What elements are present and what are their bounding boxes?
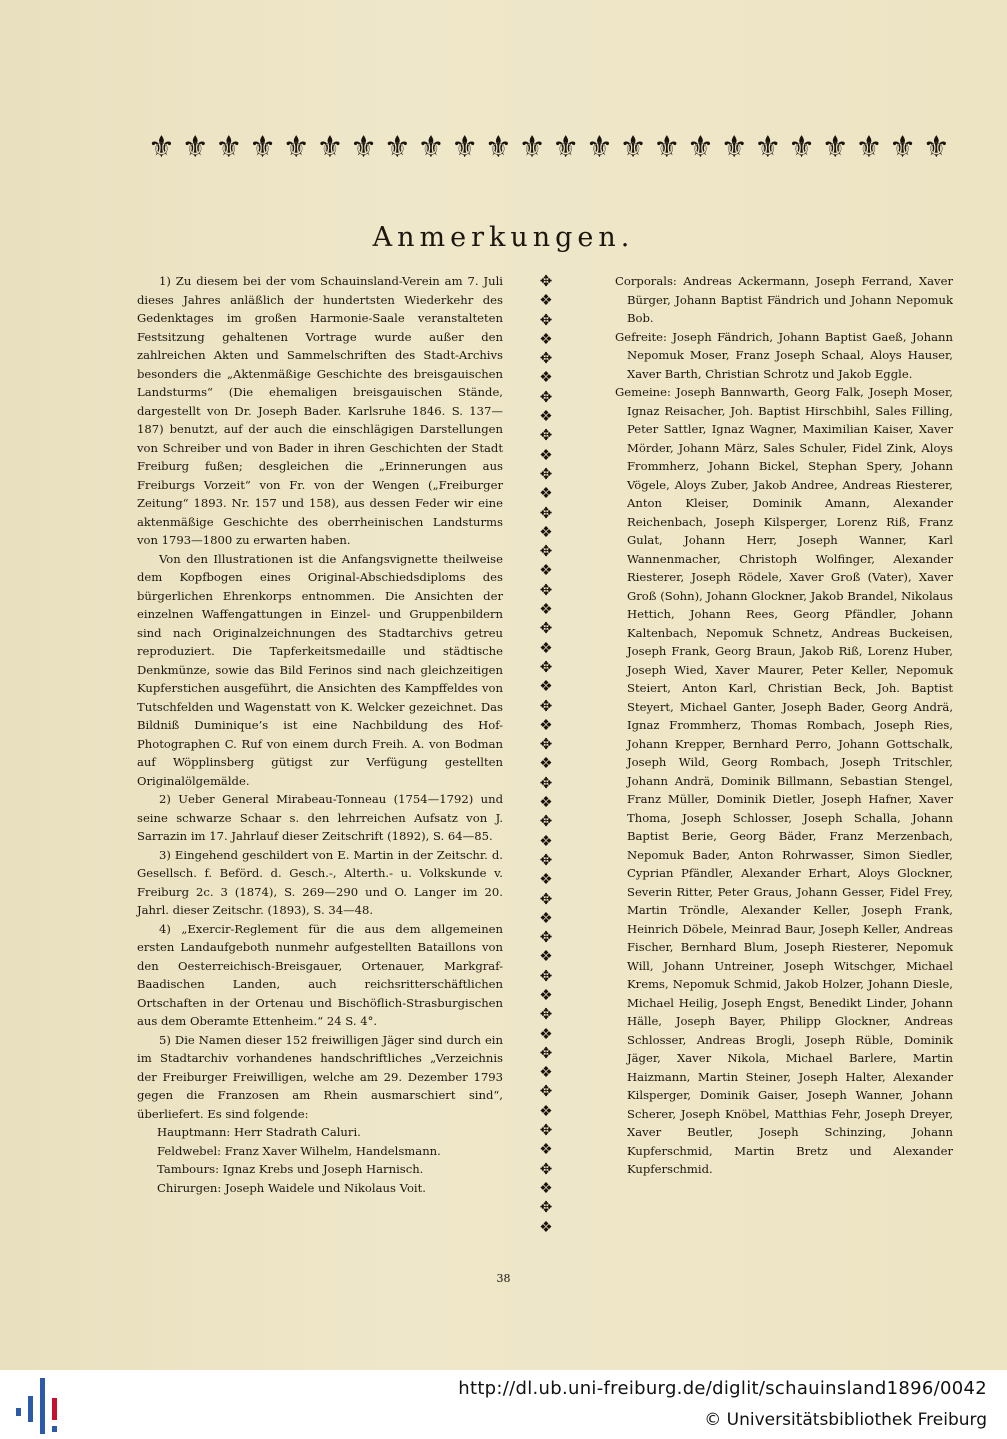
fleur-de-lis-icon: ⚜ — [889, 130, 917, 165]
divider-ornament-icon: ✥ — [539, 387, 553, 406]
divider-ornament-icon: ❖ — [539, 985, 553, 1004]
divider-ornament-icon: ❖ — [539, 793, 553, 812]
divider-ornament-icon: ✥ — [539, 966, 553, 985]
divider-ornament-icon: ❖ — [539, 291, 553, 310]
fleur-de-lis-icon: ⚜ — [148, 130, 175, 165]
logo-bar — [40, 1378, 45, 1434]
fleur-de-lis-ornament-band — [148, 122, 950, 174]
fleur-de-lis-icon: ⚜ — [619, 130, 647, 165]
divider-ornament-icon: ✥ — [539, 349, 553, 368]
rank-feldwebel: Feldwebel: Franz Xaver Wilhelm, Handelsmann. — [157, 1143, 441, 1158]
divider-ornament-icon: ✥ — [539, 1005, 553, 1024]
divider-ornament-icon: ❖ — [539, 638, 553, 657]
divider-ornament-icon: ❖ — [539, 445, 553, 464]
divider-ornament-icon: ✥ — [539, 850, 553, 869]
fleur-de-lis-icon: ⚜ — [720, 130, 748, 165]
column-divider-ornament — [535, 272, 557, 1237]
fleur-de-lis-icon: ⚜ — [215, 130, 243, 165]
fleur-de-lis-icon: ⚜ — [417, 130, 445, 165]
note-paragraph-2: Von den Illustrationen ist die Anfangsvignette theilweise dem Kopfbogen eines Original-Abschiedsdiploms des bürgerlichen Ehrenkorps entnommen. Die Ansichten der einzelnen Waffengattungen in Einzel- und Gruppenbildern sind nach Originalzeichnungen des Stadtarchivs getreu reproduziert. Die Tapferkeitsmedaille und städtische Denkmünze, sowie das Bild Ferinos sind nach gleichzeitigen Kupferstichen ausgeführt, die Ansichten des Kampffeldes von Tutschfelden und Wagenstatt von K. Welcker gezeichnet. Das Bildniß Duminique’s ist eine Nachbildung des Hof-Photographen C. Ruf von einem durch Freih. A. von Bodman auf Wöpplinsberg gütigst zur Verfügung gestellten Originalölgemälde. — [137, 551, 503, 788]
divider-ornament-icon: ❖ — [539, 754, 553, 773]
divider-ornament-icon: ✥ — [539, 1121, 553, 1140]
fleur-de-lis-icon: ⚜ — [383, 130, 411, 165]
note-paragraph-6: 5) Die Namen dieser 152 freiwilligen Jäger sind durch ein im Stadtarchiv vorhandenes handschriftliches „Verzeichnis der Freiburger Freiwilligen, welche am 29. Dezember 1793 gegen die Franzosen am Rhein ausmarschiert sind“, überliefert. Es sind folgende: — [137, 1032, 503, 1121]
fleur-de-lis-icon: ⚜ — [282, 130, 310, 165]
divider-ornament-icon: ✥ — [539, 542, 553, 561]
divider-ornament-icon: ✥ — [539, 619, 553, 638]
permalink-url[interactable]: http://dl.ub.uni-freiburg.de/diglit/schauinsland1896/0042 — [458, 1378, 987, 1399]
rank-hauptmann: Hauptmann: Herr Stadrath Caluri. — [157, 1125, 361, 1139]
divider-ornament-icon: ✥ — [539, 580, 553, 599]
divider-ornament-icon: ❖ — [539, 522, 553, 541]
divider-ornament-icon: ✥ — [539, 426, 553, 445]
divider-ornament-icon: ✥ — [539, 1082, 553, 1101]
fleur-de-lis-icon: ⚜ — [585, 130, 613, 165]
divider-ornament-icon: ✥ — [539, 272, 553, 290]
divider-ornament-icon: ❖ — [539, 561, 553, 580]
fleur-de-lis-icon: ⚜ — [653, 130, 681, 165]
logo-bar — [16, 1408, 21, 1416]
logo-bar — [28, 1396, 33, 1422]
viewer-footer — [0, 1370, 1007, 1439]
note-paragraph-5: 4) „Exercir-Reglement für die aus dem allgemeinen ersten Landaufgeboth nunmehr aufgestellten Bataillons von den Oesterreichisch-Breisgauer, Ortenauer, Markgraf-Baadischen Landen, auch reichsritterschäftlichen Ortschaften in der Ortenau und Bischöflich-Strasburgischen aus dem Oberamte Ettenheim.“ 24 S. 4°. — [137, 921, 503, 1028]
divider-ornament-icon: ❖ — [539, 329, 553, 348]
note-paragraph-3: 2) Ueber General Mirabeau-Tonneau (1754—1792) und seine schwarze Schaar s. den lehrreichen Aufsatz von J. Sarrazin im 17. Jahrlauf dieser Zeitschrift (1892), S. 64—85. — [137, 792, 503, 843]
divider-ornament-icon: ❖ — [539, 600, 553, 619]
divider-ornament-icon: ✥ — [539, 812, 553, 831]
divider-ornament-icon: ✥ — [539, 503, 553, 522]
fleur-de-lis-icon: ⚜ — [350, 130, 378, 165]
fleur-de-lis-icon: ⚜ — [821, 130, 849, 165]
corporals-list: Corporals: Andreas Ackermann, Joseph Ferrand, Xaver Bürger, Johann Baptist Fändrich und Johann Nepomuk Bob. — [615, 274, 953, 325]
divider-ornament-icon: ✥ — [539, 696, 553, 715]
divider-ornament-icon: ❖ — [539, 407, 553, 426]
logo-bar — [52, 1426, 57, 1432]
fleur-de-lis-icon: ⚜ — [922, 130, 950, 165]
divider-ornament-icon: ❖ — [539, 677, 553, 696]
fleur-de-lis-icon: ⚜ — [788, 130, 815, 165]
divider-ornament-icon: ❖ — [539, 715, 553, 734]
divider-ornament-icon: ❖ — [539, 1140, 553, 1159]
fleur-de-lis-icon: ⚜ — [249, 130, 276, 165]
divider-ornament-icon: ❖ — [539, 947, 553, 966]
copyright-notice: © Universitätsbibliothek Freiburg — [704, 1410, 987, 1430]
divider-ornament-icon: ✥ — [539, 1198, 553, 1217]
divider-ornament-icon: ✥ — [539, 657, 553, 676]
fleur-de-lis-icon: ⚜ — [687, 130, 714, 165]
fleur-de-lis-icon: ⚜ — [855, 130, 883, 165]
divider-ornament-icon: ❖ — [539, 1024, 553, 1043]
library-logo-icon — [12, 1378, 68, 1434]
divider-ornament-icon: ❖ — [539, 1101, 553, 1120]
fleur-de-lis-icon: ⚜ — [181, 130, 209, 165]
divider-ornament-icon: ✥ — [539, 464, 553, 483]
divider-ornament-icon: ✥ — [539, 928, 553, 947]
divider-ornament-icon: ✥ — [539, 310, 553, 329]
left-column — [137, 272, 503, 1197]
divider-ornament-icon: ❖ — [539, 908, 553, 927]
divider-ornament-icon: ❖ — [539, 1063, 553, 1082]
rank-tambours: Tambours: Ignaz Krebs und Joseph Harnisch. — [157, 1162, 424, 1176]
gemeine-list: Gemeine: Joseph Bannwarth, Georg Falk, Joseph Moser, Ignaz Reisacher, Joh. Baptist Hirschbihl, Sales Filling, Peter Sattler, Ignaz Wagner, Maximilian Kaiser, Xaver Mörder, Johann März, Sales Schuler, Fidel Zink, Aloys Frommherz, Johann Bickel, Stephan Spery, Johann Vögele, Aloys Zuber, Jakob Andree, Andreas Riesterer, Anton Kleiser, Dominik Amann, Alexander Reichenbach, Joseph Kilsperger, Lorenz Riß, Franz Gulat, Johann Herr, Joseph Wanner, Karl Wannenmacher, Christoph Wolfinger, Alexander Riesterer, Joseph Rödele, Xaver Groß (Vater), Xaver Groß (Sohn), Johann Glockner, Jakob Brandel, Nikolaus Hettich, Johann Rees, Georg Pfändler, Johann Kaltenbach, Nepomuk Schnetz, Andreas Buckeisen, Joseph Frank, Georg Braun, Jakob Riß, Lorenz Huber, Joseph Wied, Xaver Maurer, Peter Keller, Nepomuk Steiert, Anton Karl, Christian Beck, Joh. Baptist Steyert, Michael Ganter, Joseph Bader, Georg Andrä, Ignaz Frommherz, Thomas Rombach, Joseph Ries, Johann Krepper, Bernhard Perro, Johann Gottschalk, Joseph Wild, Georg Rombach, Joseph Tritschler, Johann Andrä, Dominik Billmann, Sebastian Stengel, Franz Müller, Dominik Dietler, Joseph Hafner, Xaver Thoma, Joseph Schlosser, Joseph Schalla, Johann Baptist Berie, Georg Bäder, Franz Merzenbach, Nepomuk Bader, Anton Rohrwasser, Simon Siedler, Cyprian Pfändler, Alexander Erhart, Aloys Glockner, Severin Ritter, Peter Graus, Johann Gesser, Fidel Frey, Martin Tröndle, Alexander Keller, Joseph Frank, Heinrich Döbele, Meinrad Baur, Joseph Keller, Andreas Fischer, Bernhard Blum, Joseph Riesterer, Nepomuk Will, Johann Untreiner, Joseph Witschger, Michael Krems, Nepomuk Schmid, Jakob Holzer, Johann Diesle, Michael Heilig, Joseph Engst, Benedikt Linder, Johann Hälle, Joseph Bayer, Philipp Glockner, Andreas Schlosser, Andreas Brogli, Joseph Rüble, Dominik Jäger, Xaver Nikola, Michael Barlere, Martin Haizmann, Martin Steiner, Joseph Halter, Alexander Kilsperger, Dominik Gaiser, Joseph Wanner, Johann Scherer, Joseph Knöbel, Matthias Fehr, Joseph Dreyer, Xaver Beutler, Joseph Schinzing, Johann Kupferschmid, Martin Bretz und Alexander Kupferschmid. — [615, 385, 953, 1176]
logo-bar — [52, 1398, 57, 1420]
divider-ornament-icon: ❖ — [539, 1178, 553, 1197]
divider-ornament-icon: ❖ — [539, 368, 553, 387]
divider-ornament-icon: ✥ — [539, 735, 553, 754]
divider-ornament-icon: ❖ — [539, 484, 553, 503]
fleur-de-lis-icon: ⚜ — [484, 130, 512, 165]
rank-list — [137, 1123, 503, 1197]
page-title: Anmerkungen. — [372, 222, 635, 253]
divider-ornament-icon: ✥ — [539, 889, 553, 908]
divider-ornament-icon: ✥ — [539, 1043, 553, 1062]
fleur-de-lis-icon: ⚜ — [316, 130, 344, 165]
gefreite-list: Gefreite: Joseph Fändrich, Johann Baptist Gaeß, Johann Nepomuk Moser, Franz Joseph Schaal, Aloys Hauser, Xaver Barth, Christian Schrotz und Jakob Eggle. — [615, 329, 953, 381]
rank-chirurgen: Chirurgen: Joseph Waidele und Nikolaus Voit. — [157, 1180, 426, 1195]
right-column — [615, 272, 953, 1179]
divider-ornament-icon: ❖ — [539, 870, 553, 889]
fleur-de-lis-icon: ⚜ — [451, 130, 479, 165]
divider-ornament-icon: ✥ — [539, 773, 553, 792]
divider-ornament-icon: ❖ — [539, 1217, 553, 1236]
fleur-de-lis-icon: ⚜ — [518, 130, 546, 165]
fleur-de-lis-icon: ⚜ — [552, 130, 580, 165]
divider-ornament-icon: ✥ — [539, 1159, 553, 1178]
page-number: 38 — [496, 1272, 511, 1285]
fleur-de-lis-icon: ⚜ — [754, 130, 782, 165]
note-paragraph-4: 3) Eingehend geschildert von E. Martin in der Zeitschr. d. Gesellsch. f. Beförd. d. Gesch.-, Alterth.- u. Volkskunde v. Freiburg 2c. 3 (1874), S. 269—290 und O. Langer im 20. Jahrl. dieser Zeitschr. (1893), S. 34—48. — [137, 847, 503, 917]
divider-ornament-icon: ❖ — [539, 831, 553, 850]
note-paragraph-1: 1) Zu diesem bei der vom Schauinsland-Verein am 7. Juli dieses Jahres anläßlich der hundertsten Wiederkehr des Gedenktages im großen Harmonie-Saale veranstalteten Festsitzung gehaltenen Vortrage wurde außer den zahlreichen Akten und Sammelschriften des Stadt-Archivs besonders die „Aktenmäßige Geschichte des breisgauischen Landsturms“ (Die ehemaligen breisgauischen Stände, dargestellt von Dr. Joseph Bader. Karlsruhe 1846. S. 137—187) benutzt, auf der auch die einschlägigen Darstellungen von Schreiber und von Bader in ihren Geschichten der Stadt Freiburg fußen; desgleichen die „Erinnerungen aus Freiburgs Vorzeit“ von Fr. von der Wengen („Freiburger Zeitung“ 1893. Nr. 157 und 158), aus dessen Feder wir eine aktenmäßige Geschichte des oberrheinischen Landsturms von 1793—1800 zu erwarten haben. — [137, 274, 503, 547]
